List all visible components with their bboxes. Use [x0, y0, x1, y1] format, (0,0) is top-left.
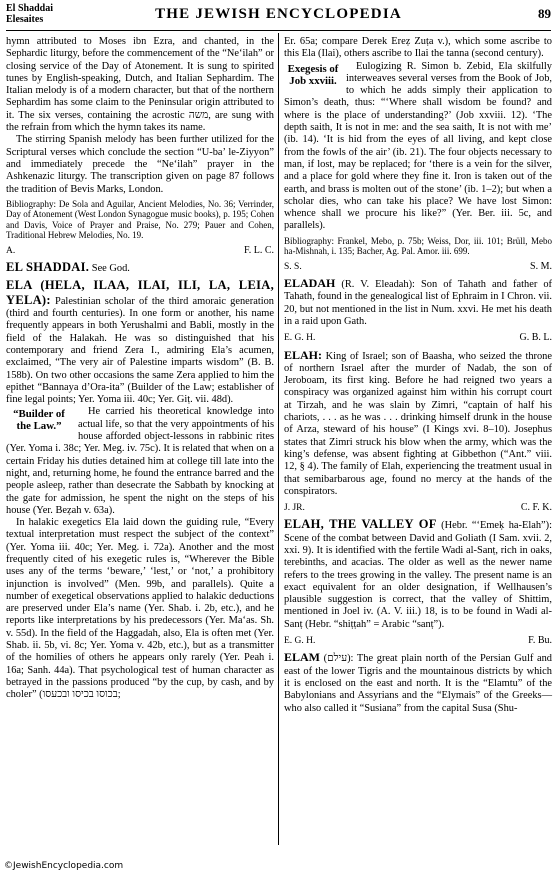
margin-note: “Builder of the Law.”	[13, 408, 65, 433]
entry-heading: ELAM	[284, 650, 320, 665]
bibliography: Bibliography: De Sola and Aguilar, Ancient Melodies, No. 36; Verrinder, Day of Atonement (West London Synagogue music books), p. 195; Cohen and Davis, Voice of Prayer and Praise, No. 279; Pauer and Cohen, Traditional Hebrew Melodies, No. 19.	[6, 198, 274, 241]
entry-elah-valley	[284, 518, 552, 631]
initials-left: S. S.	[284, 261, 302, 272]
signature-line	[284, 502, 552, 514]
initials-left: J. JR.	[284, 503, 305, 514]
author-initials: F. Bu.	[528, 635, 552, 647]
entry-el-shaddai	[6, 261, 274, 275]
publication-title: THE JEWISH ENCYCLOPEDIA	[155, 6, 402, 22]
entry-eladah	[284, 277, 552, 328]
entry-heading: EL SHADDAI.	[6, 260, 90, 275]
paragraph-text: He carried his theoretical knowledge into actual life, so that the very appointments of his house afforded object-lessons in rabbinic rites (Yer. Yoma i. 38c; Yer. Meg. iv. 75c). It is related that when on a certain Friday his duties detained him at college till late into the night, and, returning home, he found the entrance barred and the people asleep, rather than desecrate the Sabbath by knocking at the gate for admission, he spent the night on the steps of his house (Yer. Beẓah v. 63a).	[6, 406, 274, 516]
author-initials: G. B. L.	[519, 332, 552, 344]
entry-elam	[284, 651, 552, 714]
author-initials: S. M.	[530, 260, 552, 272]
initials-left: A.	[6, 245, 16, 256]
entry-heading: ELAH:	[284, 347, 323, 362]
entry-elah	[284, 349, 552, 499]
paragraph-text: Eulogizing R. Simon b. Zebid, Ela skilfully interweaves several verses from the Book of Job, to which he adds simply their application to Simon’s death, thus: “‘Where shall wisdom be found? and where is the place of understanding?’ (Job xxviii. 12). ‘The depth saith, It is not in me: and the sea saith, It is not with me’ (ib. 14). ‘It is hid from the eyes of all living, and kept close from the fowls of the air’ (ib. 21). The four objects necessary to man, if lost, may be replaced; for ‘there is a vein for the silver, and a place for gold where they fine it. Iron is taken out of the earth, and brass is molten out of the stone’ (ib. 1–2); but when a scholar dies, who can take his place? We have lost Simon: whence shall we procure his like?” (Yer. Ber. iii. 5c, and parallels).	[284, 60, 552, 232]
entry-text: (R. V. Eleadah): Son of Tahath and father of Tahath, found in the genealogical list of Ephraim in I Chron. vii. 20, but not mentioned in the list in Num. xxvi. He met his death in a raid upon Gath.	[284, 279, 552, 327]
header-rule	[6, 30, 551, 31]
page-number: 89	[538, 6, 551, 21]
page-header	[6, 3, 551, 33]
paragraph: In halakic exegetics Ela laid down the guiding rule, “Every textual interpretation must respect the subject of the context” (Yer. Yoma iii. 40c; Yer. Meg. i. 72a). Another and the most frequently cited of his exegetic rules is, “Wherever the Bible uses any of the terms ‘beware,’ ‘lest,’ or ‘not,’ a prohibitory injunction is involved” (Men. 99b, and parallels). Quite a number of exegetical observations applied to halakic deductions are preserved under Ela’s name (Yer. Shab. i. 2b, etc.), and he reports like interpretations by his predecessors (Yer. Ma‘as. Sh. v. 55d). In the field of the Haggadah, also, Ela is often met (Yer. Shab. ii. 5b, vi. 8c; Yer. Yoma v. 42b, etc.), but as a transmitter of the homilies of others he appears only rarely (Yer. Peah i. 16a; Sanh. 44a). That psychological test of human character as betrayed in the passions produced “by the cup, by cash, and by choler” (בכוסו בכיסו ובכעסו;	[6, 517, 274, 701]
entry-heading: ELADAH	[284, 276, 336, 291]
entry-text: Palestinian scholar of the third amoraic generation (third and fourth centuries). In one form or another, his name frequently appears in both Yerushalmi and Babli, mostly in the field of the Halakah. He was so distinguished that his contemporary and friend Zera I., admiring Ela’s acumen, exclaimed, “The very air of Palestine imparts wisdom” (B. B. 158b). On two other occasions the same Zera applied to him the epithet “Bannaya d’Ora-ita” (Builder of the Law; establisher of fine legal points; Yer. Yoma iii. 40c; Yer. Giṭ. vii. 48d).	[6, 295, 274, 406]
signature-line	[284, 635, 552, 647]
left-column	[6, 36, 274, 702]
running-head-first: El Shaddai	[6, 3, 53, 14]
right-column	[284, 36, 552, 715]
entry-ela	[6, 279, 274, 406]
entry-heading: ELA (HELA, ILAA, ILAI, ILI, LA, LEIA, YELA):	[6, 278, 274, 307]
paragraph: hymn attributed to Moses ibn Ezra, and chanted, in the Sephardic liturgy, before the commencement of the “Ne‘ilah” or closing service of the Day of Atonement. It is sung to spirited tunes by English-speaking, Dutch, and Italian Sephardim. The Italian melody is of a modern character, but that of the northern Sephardim has some claim to the Peninsular origin attributed to it. The six verses, containing the acrostic משה, are sung with the refrain from which the hymn takes its name.	[6, 36, 274, 134]
initials-left: E. G. H.	[284, 333, 316, 344]
signature-line	[6, 245, 274, 257]
author-initials: C. F. K.	[520, 502, 552, 514]
entry-text: (עילם): The great plain north of the Persian Gulf and east of the lower Tigris and the mountainous districts by which it is enclosed on the east and north. It is the “Elamtu” of the Babylonians and Assyrians and the “Elymais” of the Greeks—who also called it “Susiana” from the capital Susa (Shu-	[284, 653, 552, 714]
margin-note: Exegesis of Job xxviii.	[287, 62, 339, 87]
paragraph	[6, 406, 274, 517]
paragraph: Er. 65a; compare Derek Ereẓ Zuṭa v.), which some ascribe to this Ela (Ilai), others ascribe to Ilai the tanna (second century).	[284, 36, 552, 60]
author-initials: F. L. C.	[243, 244, 274, 256]
entry-text: (Hebr. “‘Emeḳ ha-Elah”): Scene of the combat between David and Goliath (I Sam. xvii. 2, xxi. 9). It is identified with the fertile Wadi al-Sanṭ, rich in oaks, terebinths, and acacias. The older as well as the newer name refers to the trees growing in the valley. The present name is an exact equivalent for an older designation, if Wellhausen’s plausible suggestion is correct, that the valley of Shittim, mentioned in Joel iv. (A. V. iii.) 18, is to be found in Wadi al-Sanṭ (Hebr. “shiṭṭah” = Arabic “sanṭ”).	[284, 520, 553, 630]
entry-heading: ELAH, THE VALLEY OF	[284, 517, 437, 532]
bibliography: Bibliography: Frankel, Mebo, p. 75b; Weiss, Dor, iii. 101; Brüll, Mebo ha-Mishnah, i. 135; Bacher, Ag. Pal. Amor. iii. 699.	[284, 235, 552, 257]
signature-line	[284, 332, 552, 344]
copyright-footer: ©JewishEncyclopedia.com	[4, 861, 124, 871]
signature-line	[284, 261, 552, 273]
paragraph	[284, 61, 552, 233]
paragraph: The stirring Spanish melody has been further utilized for the Scriptural verses which conclude the section “U-ba’ le-Ziyyon” and immediately precede the “Ne‘ilah” prayer in the Ashkenazic liturgy. The transcription given on page 87 follows the tradition of Bevis Marks, London.	[6, 134, 274, 195]
column-divider	[278, 33, 279, 845]
running-head-last: Elesaites	[6, 14, 44, 25]
initials-left: E. G. H.	[284, 636, 316, 647]
entry-text: King of Israel; son of Baasha, who seized the throne of northern Israel after the murder of Nadab, the son of Jeroboam, its first king. Before he had reigned two years a conspiracy was organized against him within his corrupt court at Tirzah, and he was slain by Zimri, “captain of half his chariots, . . . as he was . . . drinking himself drunk in the house of Arza, steward of his house” (I Kings xvi. 8–10). Josephus states that Zimri struck his blow when the army, which was the king’s defense, was absent fighting at Gibbethon (“Ant.” viii. 12, § 4). The family of Elah, experiencing the treatment usual in that semibarbarous age, found no mercy at the hands of the conspirators.	[284, 350, 552, 497]
entry-text: See God.	[89, 263, 130, 275]
